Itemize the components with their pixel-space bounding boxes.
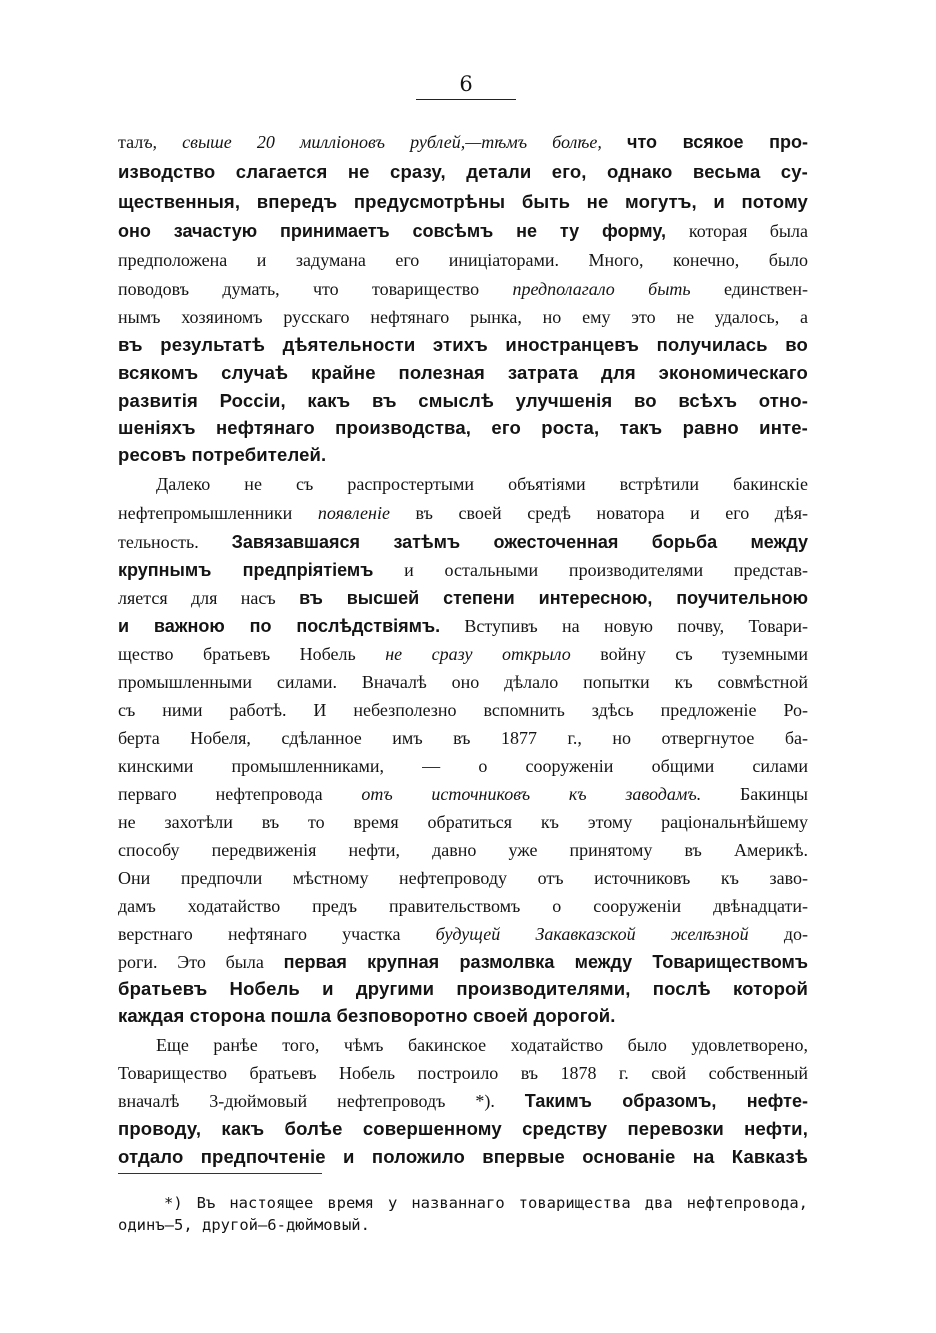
- text-line: ресовъ потребителей.: [118, 444, 327, 465]
- text-line: щественныя, впередъ предусмотрѣны быть не могутъ, и потому: [118, 191, 808, 212]
- text-line: развитія Россіи, какъ въ смыслѣ улучшенія во всѣхъ отно-: [118, 390, 808, 411]
- text-line: Еще ранѣе того, чѣмъ бакинское ходатайство было удовлетворено,: [156, 1035, 808, 1055]
- page-number-rule: [416, 99, 516, 100]
- text-line: не захотѣли въ то время обратиться къ этому раціональнѣйшему: [118, 812, 808, 832]
- text-line: Далеко не съ распростертыми объятіями встрѣтили бакинскіе: [156, 474, 808, 494]
- text-line: проводу, какъ болѣе совершенному средству перевозки нефти,: [118, 1118, 808, 1139]
- text-line: роги. Это была первая крупная размолвка между Товариществомъ: [118, 952, 808, 972]
- text-line: дамъ ходатайство предъ правительствомъ о сооруженіи двѣнадцати-: [118, 896, 808, 916]
- footnote-line: одинъ—5, другой—6-дюймовый.: [118, 1216, 370, 1234]
- text-line: братьевъ Нобель и другими производителями, послѣ которой: [118, 978, 808, 999]
- text-line: способу передвиженія нефти, давно уже принятому въ Америкѣ.: [118, 840, 808, 860]
- text-line: поводовъ думать, что товарищество предполагало быть единствен-: [118, 279, 808, 299]
- text-line: нымъ хозяиномъ русскаго нефтянаго рынка, но ему это не удалось, а: [118, 307, 808, 327]
- text-line: всякомъ случаѣ крайне полезная затрата для экономическаго: [118, 362, 808, 383]
- text-line: вначалѣ 3-дюймовый нефтепроводъ *). Такимъ образомъ, нефте-: [118, 1091, 809, 1111]
- text-line: отдало предпочтеніе и положило впервые основаніе на Кавказѣ: [118, 1146, 808, 1167]
- text-line: Товарищество братьевъ Нобель построило въ 1878 г. свой собственный: [118, 1063, 808, 1083]
- text-line: крупнымъ предпріятіемъ и остальными производителями представ-: [118, 560, 808, 580]
- text-line: щество братьевъ Нобель не сразу открыло войну съ туземными: [118, 644, 808, 664]
- text-line: Они предпочли мѣстному нефтепроводу отъ источниковъ къ заво-: [118, 868, 808, 888]
- text-line: нефтепромышленники появленіе въ своей средѣ новатора и его дѣя-: [118, 503, 808, 523]
- text-line: промышленными силами. Вначалѣ оно дѣлало попытки къ совмѣстной: [118, 672, 808, 692]
- page-number: 6: [459, 72, 473, 96]
- text-line: съ ними работѣ. И небезполезно вспомнить здѣсь предложеніе Ро-: [118, 700, 808, 720]
- text-line: и важною по послѣдствіямъ. Вступивъ на новую почву, Товари-: [118, 616, 808, 636]
- footnote-rule: [118, 1173, 322, 1174]
- text-line: тельность. Завязавшаяся затѣмъ ожесточенная борьба между: [118, 532, 809, 552]
- text-line: талъ, свыше 20 милліоновъ рублей,—тѣмъ болѣе, что всякое про-: [118, 132, 808, 152]
- text-line: перваго нефтепровода отъ источниковъ къ заводамъ. Бакинцы: [118, 784, 809, 804]
- text-line: кинскими промышленниками, — о сооруженіи общими силами: [118, 756, 808, 776]
- footnote-line: *) Въ настоящее время у названнаго товарищества два нефтепровода,: [164, 1194, 808, 1212]
- text-line: шеніяхъ нефтянаго производства, его роста, такъ равно инте-: [118, 417, 808, 438]
- text-line: изводство слагается не сразу, детали его, однако весьма су-: [118, 161, 808, 182]
- text-line: въ результатѣ дѣятельности этихъ иностранцевъ получилась во: [118, 334, 808, 355]
- text-line: верстнаго нефтянаго участка будущей Закавказской желѣзной до-: [118, 924, 808, 944]
- text-line: оно зачастую принимаетъ совсѣмъ не ту форму, которая была: [118, 221, 808, 241]
- text-line: берта Нобеля, сдѣланное имъ въ 1877 г., но отвергнутое ба-: [118, 728, 808, 748]
- text-line: предположена и задумана его иниціаторами. Много, конечно, было: [118, 250, 808, 270]
- text-line: каждая сторона пошла безповоротно своей дорогой.: [118, 1005, 616, 1026]
- text-line: ляется для насъ въ высшей степени интересною, поучительною: [118, 588, 809, 608]
